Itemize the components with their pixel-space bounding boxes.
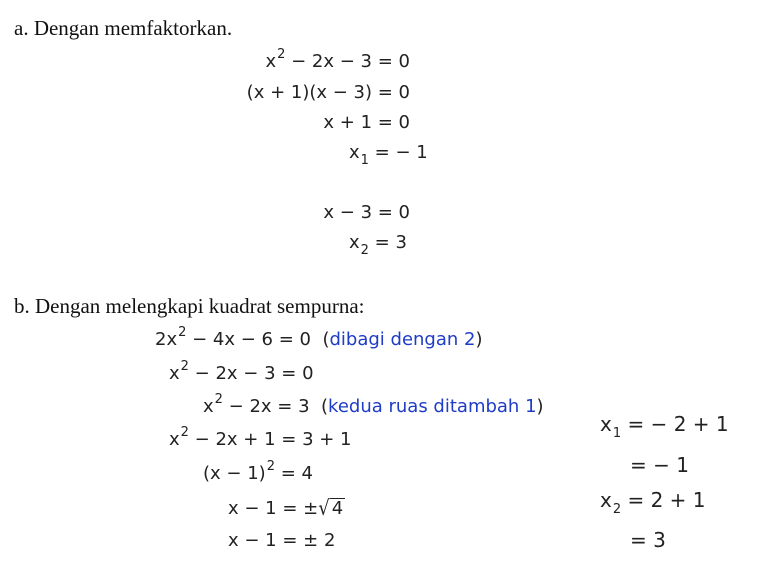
part-a-heading: a. Dengan memfaktorkan. <box>14 16 233 40</box>
result-x2-value: = 3 <box>630 528 666 552</box>
part-a-line-2: (x + 1)(x − 3) = 0 <box>246 82 410 103</box>
part-b-note-2: kedua ruas ditambah 1 <box>328 396 537 417</box>
result-x2: $x_2 = 2 + 1$ <box>600 488 706 517</box>
part-b-line-7: x − 1 = ± 2 <box>228 530 336 551</box>
part-a-line-3: x + 1 = 0 <box>323 112 410 133</box>
part-a-line-5: x − 3 = 0 <box>323 202 410 223</box>
result-x1: $x_1$ = − 2 + 1 <box>600 412 729 441</box>
part-a-line-6: $x_2 = 3$ <box>349 232 407 258</box>
square-root: √ 4 <box>318 497 345 521</box>
part-b-line-6: x − 1 = ±√ 4 <box>228 497 345 521</box>
part-b-line-5: $(x - 1)^2 = 4$ <box>203 459 313 484</box>
part-b-line-1: $2x^2 - 4x - 6 = 0$ (dibagi dengan 2) <box>155 325 483 350</box>
part-b-line-3: $x^2 - 2x = 3$ (kedua ruas ditambah 1) <box>203 392 544 417</box>
part-b-line-2: $x^2 - 2x - 3 = 0$ <box>169 359 314 384</box>
radical-sign-icon: √ <box>318 496 330 521</box>
part-b-note-1: dibagi dengan 2 <box>329 329 476 350</box>
part-a-line-4: $x_1$ = − 1 <box>349 142 428 168</box>
result-x1-value: = − 1 <box>630 453 689 477</box>
part-b-heading: b. Dengan melengkapi kuadrat sempurna: <box>14 294 365 318</box>
part-a-line-1: $x^2 - 2x - 3 = 0$ <box>265 47 410 72</box>
part-b-line-4: $x^2 - 2x + 1 = 3 + 1$ <box>169 425 352 450</box>
